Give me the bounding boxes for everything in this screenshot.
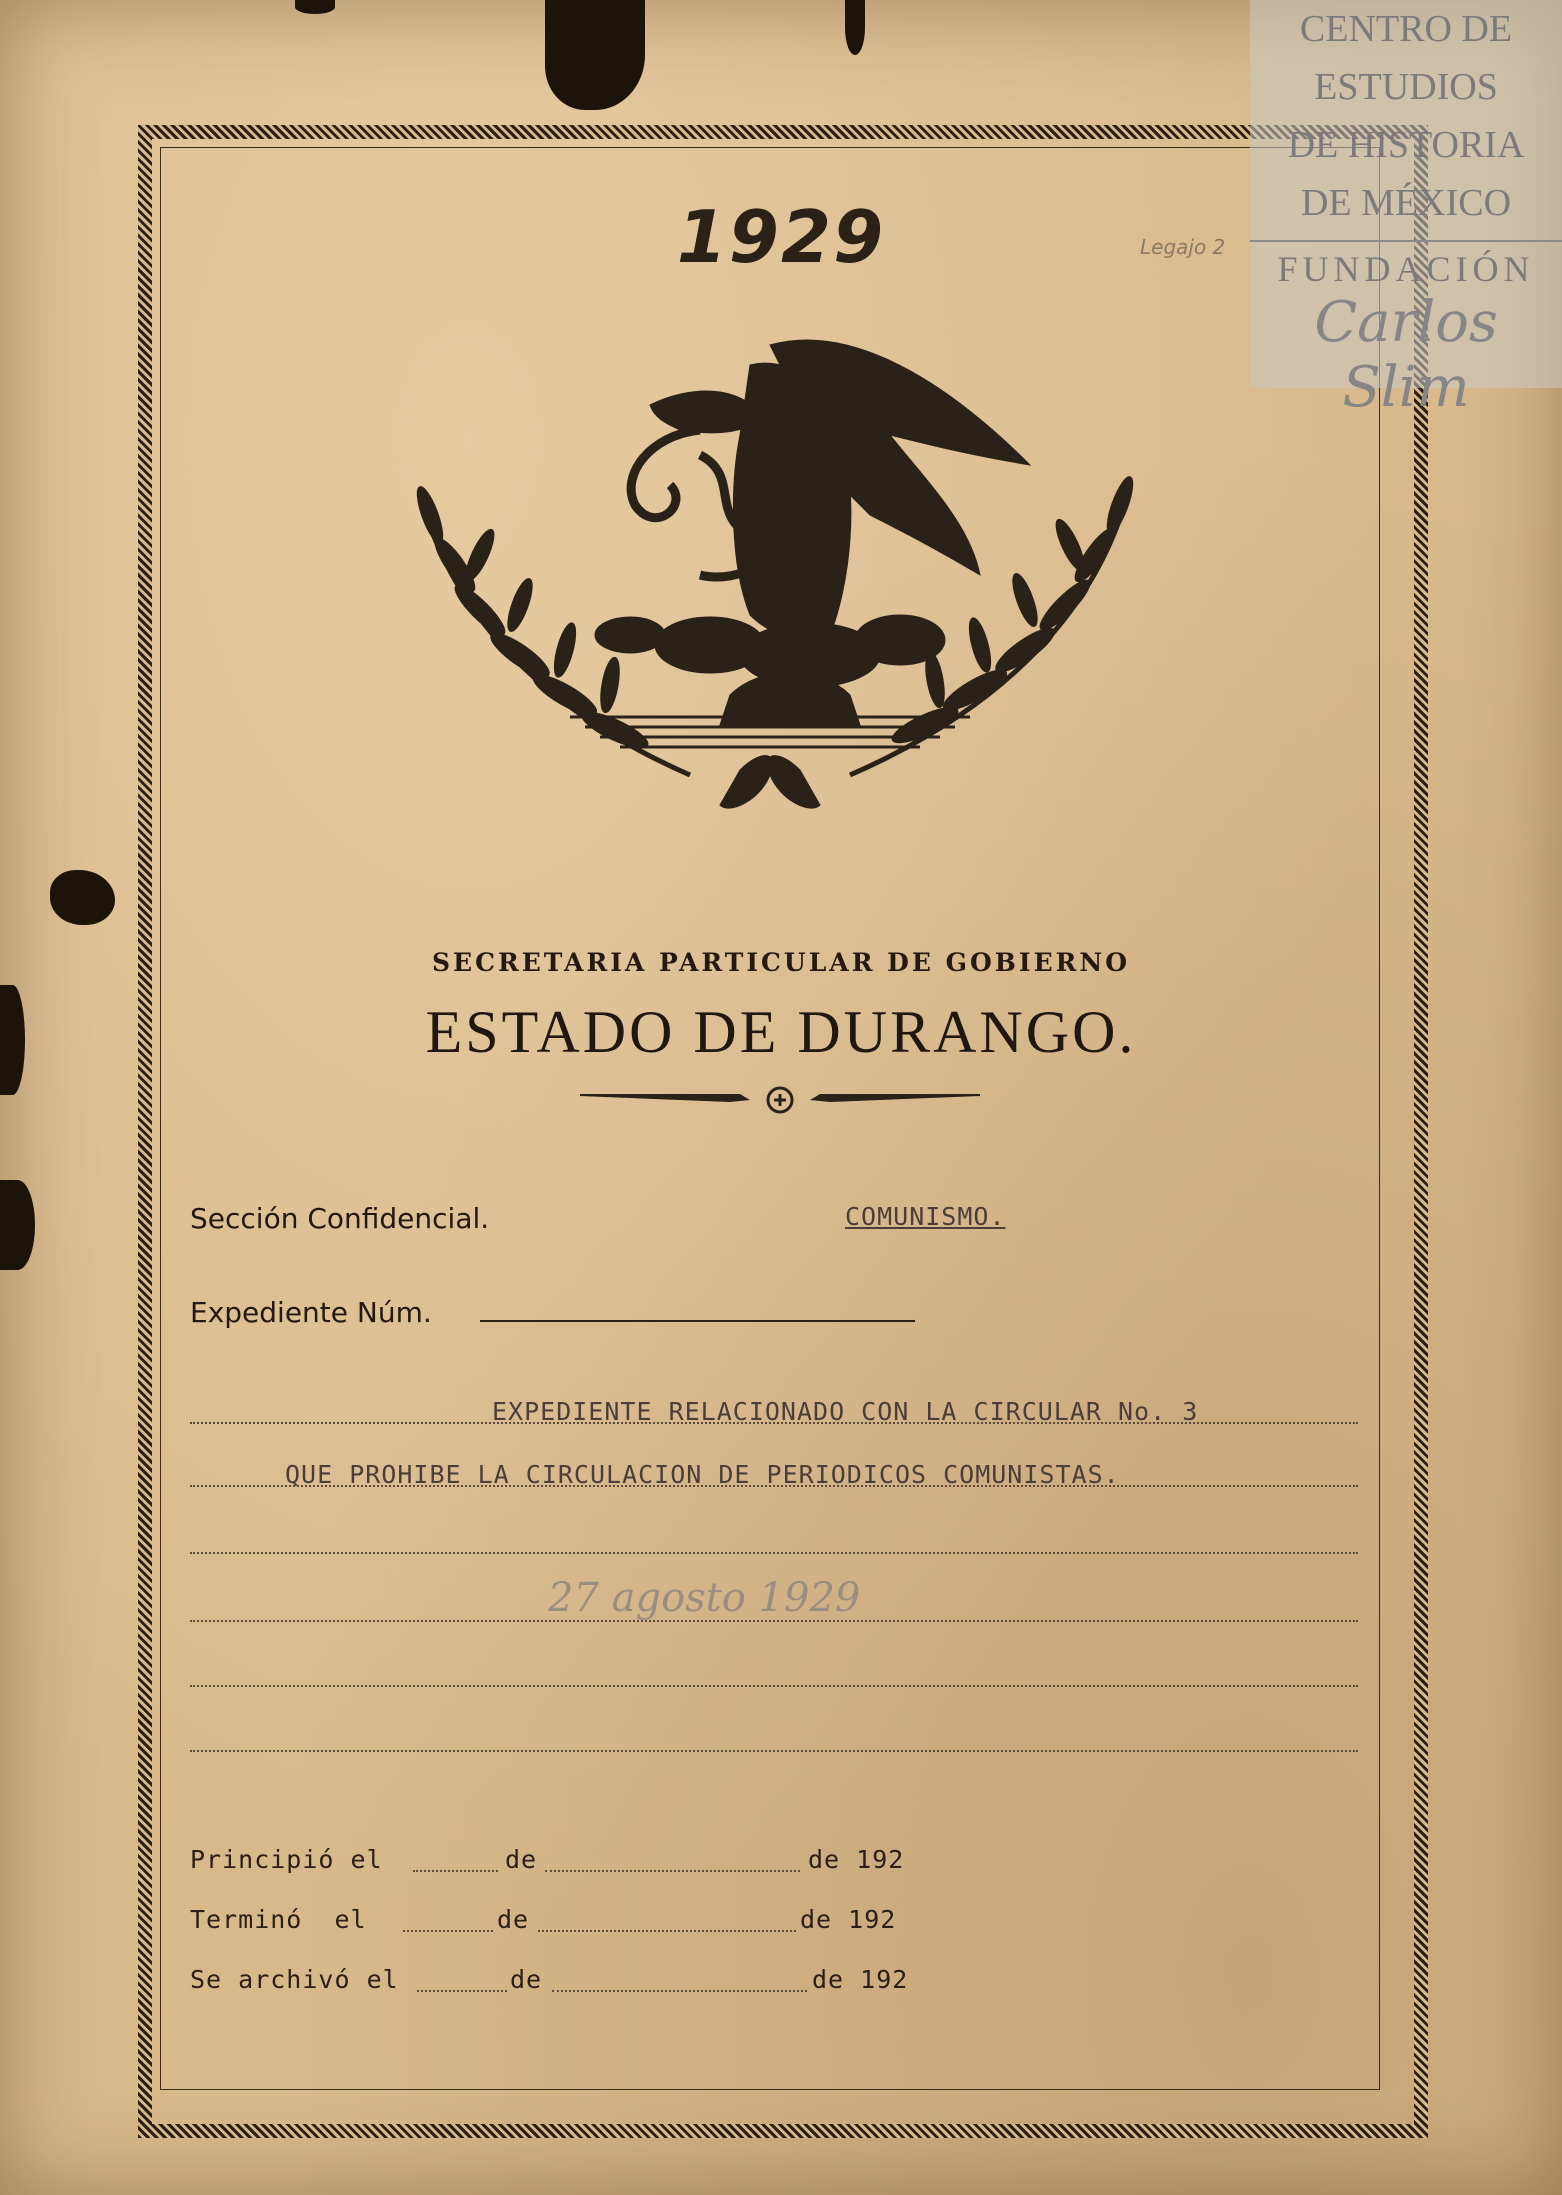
seccion-label: Sección Confidencial. [190, 1202, 490, 1235]
expediente-number-line [480, 1320, 915, 1322]
description-line-5 [190, 1685, 1358, 1687]
torn-edge-top-right [845, 0, 865, 55]
torn-edge-left-2 [0, 1180, 35, 1270]
termino-de: de [497, 1905, 530, 1934]
pencil-note: Legajo 2 [1140, 235, 1226, 259]
stamp-line-1: CENTRO DE [1299, 8, 1513, 50]
stamp-line-2: ESTUDIOS [1314, 66, 1498, 108]
principio-de: de [505, 1845, 538, 1874]
archivo-month-line [552, 1990, 807, 1992]
archive-watermark-stamp [1250, 0, 1562, 420]
ornament-divider-icon [580, 1078, 980, 1118]
principio-month-line [545, 1870, 800, 1872]
document-year: 1929 [676, 195, 886, 279]
stamp-line-5: FUNDACIÓN [1250, 240, 1562, 290]
termino-day-line [403, 1930, 493, 1932]
archivo-day-line [417, 1990, 507, 1992]
archivo-year: de 192 [812, 1965, 909, 1994]
description-text-1: EXPEDIENTE RELACIONADO CON LA CIRCULAR No. 3 [492, 1397, 1199, 1426]
torn-edge-top-small [295, 0, 335, 14]
stamp-signature: Carlos Slim [1314, 290, 1498, 420]
expediente-label: Expediente Núm. [190, 1296, 432, 1329]
stamp-line-3: DE HISTORIA [1287, 124, 1525, 166]
termino-month-line [538, 1930, 796, 1932]
stamp-line-4: DE MÉXICO [1300, 182, 1512, 224]
handwritten-date: 27 agosto 1929 [548, 1575, 861, 1621]
seccion-value: COMUNISMO. [845, 1202, 1006, 1231]
archivo-label: Se archivó el [190, 1965, 399, 1994]
principio-day-line [413, 1870, 498, 1872]
termino-label: Terminó el [190, 1905, 367, 1934]
description-line-6 [190, 1750, 1358, 1752]
mexican-eagle-coat-of-arms-icon [370, 325, 1170, 885]
termino-year: de 192 [800, 1905, 897, 1934]
principio-year: de 192 [808, 1845, 905, 1874]
secretaria-heading: SECRETARIA PARTICULAR DE GOBIERNO [431, 948, 1131, 977]
description-text-2: QUE PROHIBE LA CIRCULACION DE PERIODICOS COMUNISTAS. [285, 1460, 1120, 1489]
principio-label: Principió el [190, 1845, 383, 1874]
torn-edge-top [545, 0, 645, 110]
estado-title: ESTADO DE DURANGO. [425, 999, 1137, 1065]
description-line-3 [190, 1552, 1358, 1554]
archivo-de: de [510, 1965, 543, 1994]
